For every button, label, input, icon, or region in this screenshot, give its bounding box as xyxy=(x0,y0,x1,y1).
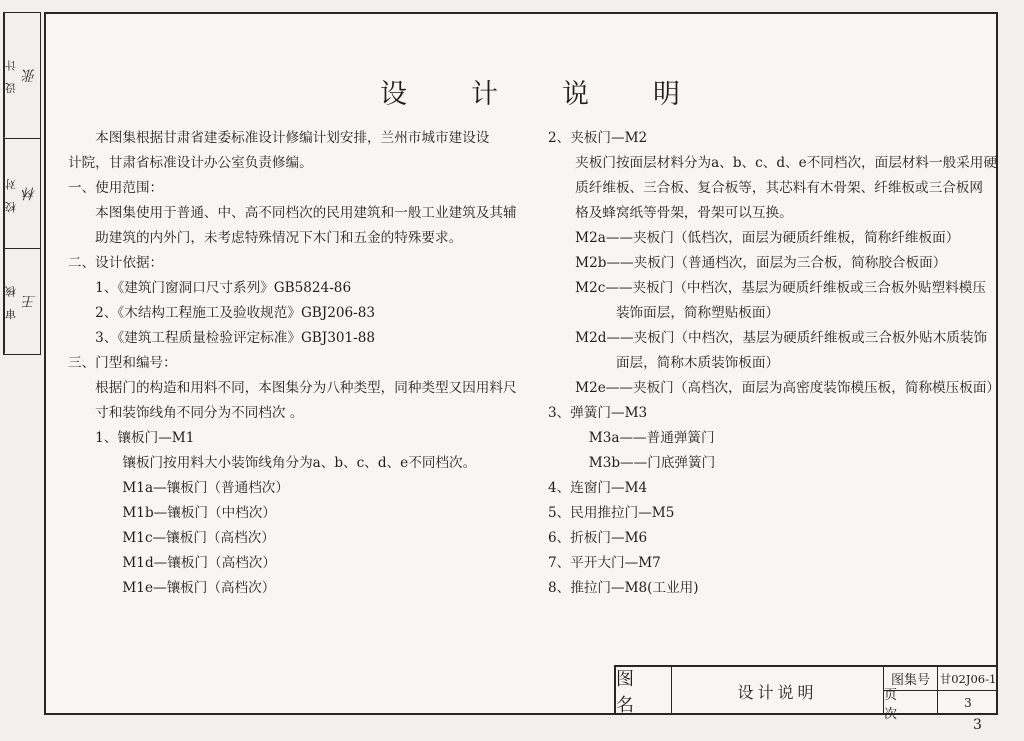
text-line: 夹板门按面层材料分为a、b、c、d、e不同档次，面层材料一般采用硬 xyxy=(548,155,997,171)
sidebar-row-review xyxy=(4,249,40,354)
sidebar-label: 校 对 xyxy=(4,139,18,249)
drawing-name-label: 图 名 xyxy=(616,667,672,715)
title-block xyxy=(614,665,998,722)
title-char: 明 xyxy=(653,79,680,110)
sub-heading: 6、折板门—M6 xyxy=(548,530,648,546)
list-item: M2e——夹板门（高档次，面层为高密度装饰模压板，简称模压板面） xyxy=(548,380,1001,396)
text-line: 助建筑的内外门，未考虑特殊情况下木门和五金的特殊要求。 xyxy=(68,230,463,246)
page-title xyxy=(380,72,680,111)
text-line: 格及蜂窝纸等骨架，骨架可以互换。 xyxy=(548,205,793,221)
sub-heading: 8、推拉门—M8(工业用) xyxy=(548,580,699,596)
title-char: 设 xyxy=(380,79,407,110)
text-line: 镶板门按用料大小装饰线角分为a、b、c、d、e不同档次。 xyxy=(68,455,477,471)
page-number: 3 xyxy=(973,717,982,733)
atlas-number-label: 图集号 xyxy=(884,667,938,691)
proofreader-signature: 林 xyxy=(22,186,38,201)
list-item: M1b—镶板门（中档次） xyxy=(68,505,276,521)
sub-heading: 2、夹板门—M2 xyxy=(548,130,648,146)
sidebar-label: 审 核 xyxy=(4,249,18,354)
text-line: 本图集使用于普通、中、高不同档次的民用建筑和一般工业建筑及其辅 xyxy=(68,205,517,221)
sidebar-row-proofread xyxy=(4,139,40,250)
list-item: M1a—镶板门（普通档次） xyxy=(68,480,289,496)
list-item: M1e—镶板门（高档次） xyxy=(68,580,276,596)
atlas-number: 甘02J06-1 xyxy=(938,667,998,691)
reviewer-signature: 王 xyxy=(22,294,38,309)
text-line: 计院，甘肃省标准设计办公室负责修编。 xyxy=(68,155,313,171)
text-line: 本图集根据甘肃省建委标准设计修编计划安排，兰州市城市建设设 xyxy=(68,130,490,146)
drawing-name: 设计说明 xyxy=(672,667,884,715)
list-item-continued: 面层，简称木质装饰板面） xyxy=(548,355,780,371)
list-item: M2d——夹板门（中档次，基层为硬质纤维板或三合板外贴木质装饰 xyxy=(548,330,988,346)
title-char: 说 xyxy=(562,79,589,110)
list-item: M1d—镶板门（高档次） xyxy=(68,555,276,571)
text-line: 3、《建筑工程质量检验评定标准》GBJ301-88 xyxy=(68,330,376,346)
sub-heading: 7、平开大门—M7 xyxy=(548,555,661,571)
list-item: M3a——普通弹簧门 xyxy=(548,430,715,446)
section-heading: 一、使用范围： xyxy=(68,180,164,196)
title-char: 计 xyxy=(471,79,498,110)
list-item: M2a——夹板门（低档次，面层为硬质纤维板，简称纤维板面） xyxy=(548,230,960,246)
page-label: 页 次 xyxy=(884,691,938,715)
list-item: M2b——夹板门（普通档次，面层为三合板，简称胶合板面） xyxy=(548,255,947,271)
section-heading: 三、门型和编号： xyxy=(68,355,177,371)
text-line: 质纤维板、三合板、复合板等，其芯料有木骨架、纤维板或三合板网 xyxy=(548,180,983,196)
section-heading: 二、设计依据： xyxy=(68,255,164,271)
list-item: M3b——门底弹簧门 xyxy=(548,455,716,471)
sub-heading: 1、镶板门—M1 xyxy=(68,430,195,446)
sidebar-label: 设 计 xyxy=(4,13,18,138)
list-item-continued: 装饰面层，简称塑贴板面） xyxy=(548,305,780,321)
list-item: M1c—镶板门（高档次） xyxy=(68,530,275,546)
text-line: 寸和装饰线角不同分为不同档次 。 xyxy=(68,405,304,421)
text-line: 1、《建筑门窗洞口尺寸系列》GB5824-86 xyxy=(68,280,352,296)
left-column xyxy=(68,126,517,601)
sub-heading: 3、弹簧门—M3 xyxy=(548,405,648,421)
sidebar-row-design xyxy=(4,13,40,139)
list-item: M2c——夹板门（中档次，基层为硬质纤维板或三合板外贴塑料模压 xyxy=(548,280,986,296)
approval-sidebar xyxy=(3,12,41,355)
page-value: 3 xyxy=(964,696,972,710)
sub-heading: 5、民用推拉门—M5 xyxy=(548,505,675,521)
sub-heading: 4、连窗门—M4 xyxy=(548,480,648,496)
designer-signature: 张 xyxy=(22,68,38,83)
text-line: 2、《木结构工程施工及验收规范》GBJ206-83 xyxy=(68,305,376,321)
text-line: 根据门的构造和用料不同，本图集分为八种类型，同种类型又因用料尺 xyxy=(68,380,517,396)
right-column xyxy=(548,126,1001,601)
